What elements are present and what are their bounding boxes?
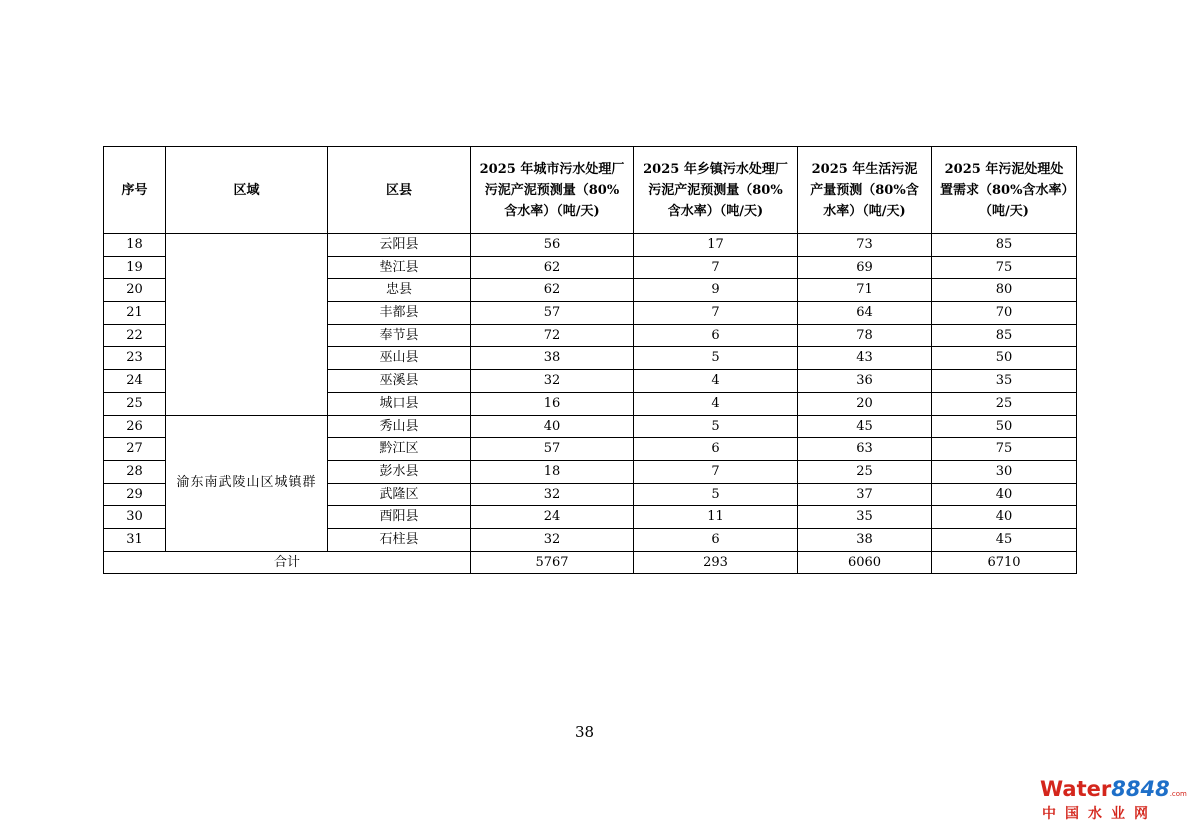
header-region: 区域 <box>166 147 328 234</box>
row-number: 23 <box>104 347 166 370</box>
city-sludge-value: 24 <box>471 506 634 529</box>
town-sludge-value: 6 <box>634 438 798 461</box>
disposal-demand-value: 85 <box>932 234 1077 257</box>
county-name: 垫江县 <box>328 256 471 279</box>
city-sludge-value: 72 <box>471 324 634 347</box>
table-row <box>104 415 1077 438</box>
watermark-subtitle: 中国水业网 <box>1042 806 1157 822</box>
disposal-demand-value: 35 <box>932 370 1077 393</box>
city-sludge-value: 62 <box>471 256 634 279</box>
county-name: 城口县 <box>328 392 471 415</box>
domestic-sludge-value: 20 <box>798 392 932 415</box>
domestic-sludge-value: 69 <box>798 256 932 279</box>
city-sludge-value: 18 <box>471 460 634 483</box>
disposal-demand-value: 85 <box>932 324 1077 347</box>
domestic-sludge-value: 63 <box>798 438 932 461</box>
header-city-sludge: 2025 年城市污水处理厂污泥产泥预测量（80%含水率）（吨/天) <box>471 147 634 234</box>
city-sludge-value: 56 <box>471 234 634 257</box>
county-name: 丰都县 <box>328 302 471 325</box>
sludge-forecast-table <box>103 146 1077 574</box>
domestic-sludge-value: 36 <box>798 370 932 393</box>
page-number: 38 <box>574 723 595 741</box>
disposal-demand-value: 75 <box>932 256 1077 279</box>
city-sludge-value: 38 <box>471 347 634 370</box>
total-domestic-sludge: 6060 <box>798 551 932 574</box>
city-sludge-value: 40 <box>471 415 634 438</box>
county-name: 巫溪县 <box>328 370 471 393</box>
city-sludge-value: 16 <box>471 392 634 415</box>
town-sludge-value: 4 <box>634 370 798 393</box>
disposal-demand-value: 25 <box>932 392 1077 415</box>
town-sludge-value: 6 <box>634 528 798 551</box>
domestic-sludge-value: 71 <box>798 279 932 302</box>
header-disposal-demand: 2025 年污泥处理处置需求（80%含水率）（吨/天) <box>932 147 1077 234</box>
total-city-sludge: 5767 <box>471 551 634 574</box>
city-sludge-value: 32 <box>471 528 634 551</box>
domestic-sludge-value: 35 <box>798 506 932 529</box>
table-header-row <box>104 147 1077 234</box>
row-number: 25 <box>104 392 166 415</box>
watermark-text-com: .com <box>1169 790 1187 798</box>
total-town-sludge: 293 <box>634 551 798 574</box>
town-sludge-value: 11 <box>634 506 798 529</box>
county-name: 秀山县 <box>328 415 471 438</box>
watermark-text-water: Water <box>1040 777 1112 801</box>
city-sludge-value: 57 <box>471 302 634 325</box>
county-name: 石柱县 <box>328 528 471 551</box>
county-name: 武隆区 <box>328 483 471 506</box>
city-sludge-value: 62 <box>471 279 634 302</box>
county-name: 奉节县 <box>328 324 471 347</box>
row-number: 30 <box>104 506 166 529</box>
disposal-demand-value: 50 <box>932 415 1077 438</box>
total-row <box>104 551 1077 574</box>
row-number: 24 <box>104 370 166 393</box>
row-number: 19 <box>104 256 166 279</box>
row-number: 31 <box>104 528 166 551</box>
county-name: 忠县 <box>328 279 471 302</box>
watermark-logo <box>1040 777 1187 822</box>
row-number: 18 <box>104 234 166 257</box>
row-number: 27 <box>104 438 166 461</box>
row-number: 28 <box>104 460 166 483</box>
disposal-demand-value: 30 <box>932 460 1077 483</box>
disposal-demand-value: 80 <box>932 279 1077 302</box>
town-sludge-value: 7 <box>634 460 798 483</box>
row-number: 21 <box>104 302 166 325</box>
disposal-demand-value: 40 <box>932 483 1077 506</box>
town-sludge-value: 5 <box>634 347 798 370</box>
row-number: 22 <box>104 324 166 347</box>
disposal-demand-value: 40 <box>932 506 1077 529</box>
watermark-text-number: 8848 <box>1111 777 1170 801</box>
county-name: 彭水县 <box>328 460 471 483</box>
town-sludge-value: 7 <box>634 302 798 325</box>
header-town-sludge: 2025 年乡镇污水处理厂污泥产泥预测量（80%含水率）（吨/天) <box>634 147 798 234</box>
row-number: 29 <box>104 483 166 506</box>
header-county: 区县 <box>328 147 471 234</box>
town-sludge-value: 5 <box>634 415 798 438</box>
region-cell <box>166 234 328 416</box>
domestic-sludge-value: 73 <box>798 234 932 257</box>
disposal-demand-value: 45 <box>932 528 1077 551</box>
domestic-sludge-value: 38 <box>798 528 932 551</box>
disposal-demand-value: 70 <box>932 302 1077 325</box>
county-name: 酉阳县 <box>328 506 471 529</box>
region-cell: 渝东南武陵山区城镇群 <box>166 415 328 551</box>
town-sludge-value: 17 <box>634 234 798 257</box>
city-sludge-value: 32 <box>471 483 634 506</box>
header-domestic-sludge: 2025 年生活污泥产量预测（80%含水率）（吨/天) <box>798 147 932 234</box>
town-sludge-value: 4 <box>634 392 798 415</box>
domestic-sludge-value: 25 <box>798 460 932 483</box>
city-sludge-value: 32 <box>471 370 634 393</box>
domestic-sludge-value: 45 <box>798 415 932 438</box>
town-sludge-value: 9 <box>634 279 798 302</box>
disposal-demand-value: 75 <box>932 438 1077 461</box>
header-no: 序号 <box>104 147 166 234</box>
domestic-sludge-value: 78 <box>798 324 932 347</box>
town-sludge-value: 6 <box>634 324 798 347</box>
domestic-sludge-value: 37 <box>798 483 932 506</box>
county-name: 云阳县 <box>328 234 471 257</box>
town-sludge-value: 5 <box>634 483 798 506</box>
town-sludge-value: 7 <box>634 256 798 279</box>
disposal-demand-value: 50 <box>932 347 1077 370</box>
county-name: 巫山县 <box>328 347 471 370</box>
domestic-sludge-value: 43 <box>798 347 932 370</box>
city-sludge-value: 57 <box>471 438 634 461</box>
county-name: 黔江区 <box>328 438 471 461</box>
domestic-sludge-value: 64 <box>798 302 932 325</box>
row-number: 20 <box>104 279 166 302</box>
row-number: 26 <box>104 415 166 438</box>
total-label: 合计 <box>104 551 471 574</box>
total-disposal-demand: 6710 <box>932 551 1077 574</box>
table-row <box>104 234 1077 257</box>
